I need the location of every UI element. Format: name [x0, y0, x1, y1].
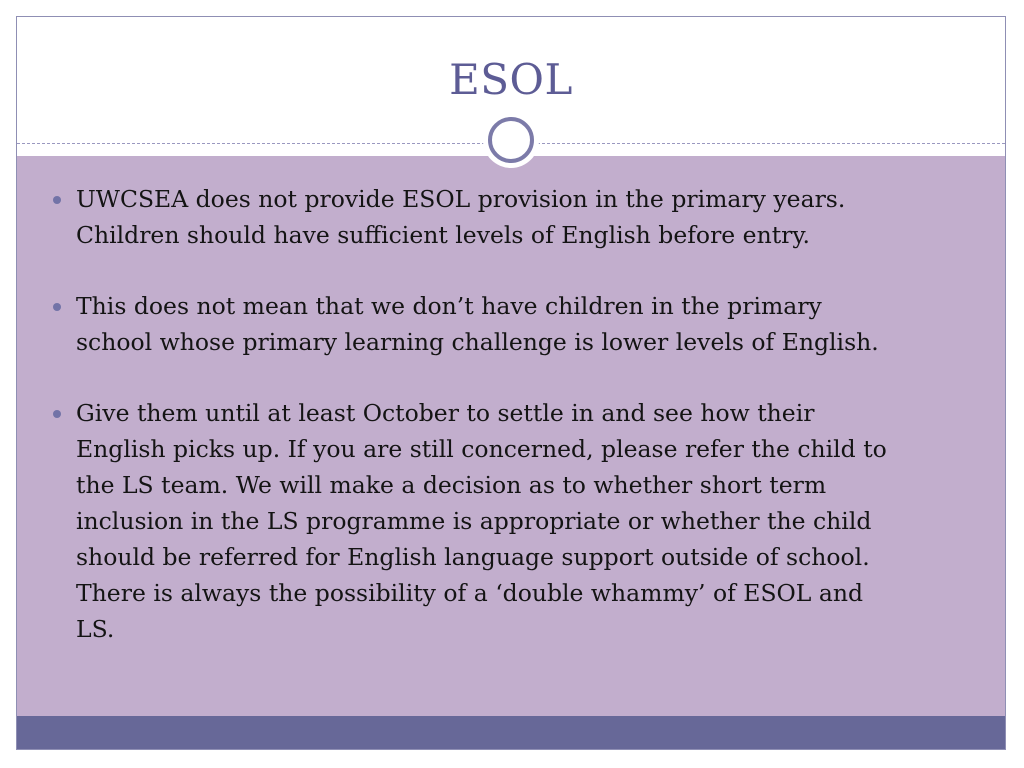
bullet-item [53, 395, 983, 647]
bullet-item [53, 181, 983, 253]
slide-title: ESOL [449, 55, 573, 104]
bullet-dot-icon [53, 303, 61, 311]
bullet-text: Give them until at least October to settle in and see how their English picks up. If you are still concerned, please refer the child to the LS team. We will make a decision as to whether short term inclusion in the LS programme is appropriate or whether the child should be referred for English language support outside of school. There is always the possibility of a ‘double whammy’ of ESOL and LS. [76, 399, 887, 643]
bullet-list [53, 181, 983, 682]
bullet-dot-icon [53, 196, 61, 204]
slide [16, 16, 1006, 750]
circle-ornament-icon [483, 112, 539, 168]
footer-bar [17, 716, 1005, 750]
ornament-ring [488, 117, 534, 163]
bullet-text: UWCSEA does not provide ESOL provision in the primary years. Children should have sufficient levels of English before entry. [76, 185, 846, 249]
bullet-dot-icon [53, 410, 61, 418]
bullet-item [53, 288, 983, 360]
bullet-text: This does not mean that we don’t have children in the primary school whose primary learning challenge is lower levels of English. [76, 292, 879, 356]
